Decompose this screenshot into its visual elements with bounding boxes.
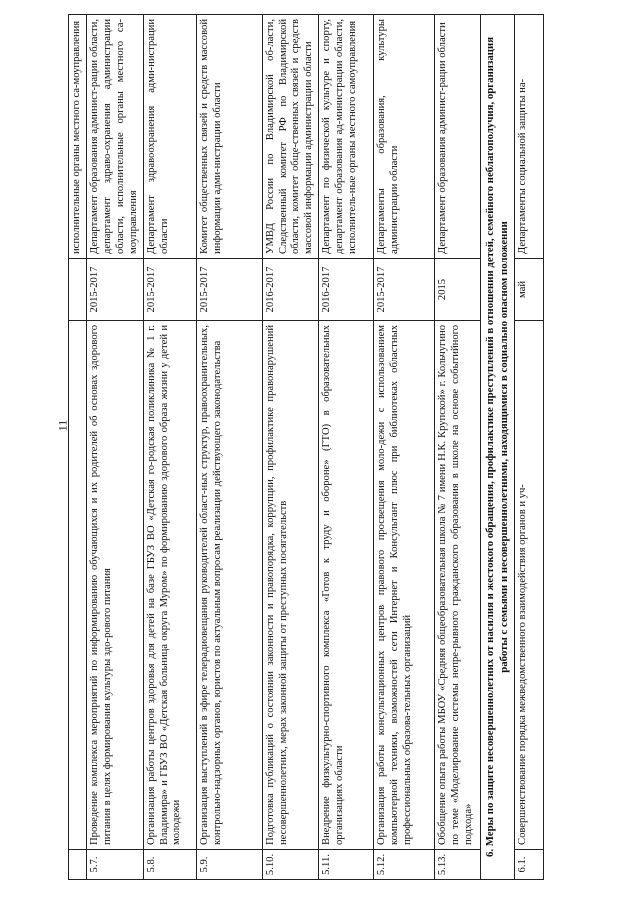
responsible-cell: Департаменты образования, культуры администрации области xyxy=(374,15,435,259)
rotated-table-container xyxy=(68,15,610,880)
term-cell: 2015-2017 xyxy=(196,259,262,321)
responsible-cell: Комитет общественных связей и средств массовой информации адми-нистрации области xyxy=(196,15,262,259)
responsible-cell: Департаменты социальной защиты на- xyxy=(515,15,544,259)
num-cell: 5.8. xyxy=(143,850,196,880)
num-cell: 5.7. xyxy=(86,850,143,880)
activity-cell xyxy=(69,321,87,850)
table-row xyxy=(196,15,262,880)
responsible-cell: Департамент образования админист-рации области, департамент здраво-охранения администрации области, исполнительные органы местного са-моуправления xyxy=(86,15,143,259)
page-number: 11 xyxy=(55,419,70,432)
responsible-cell: УМВД России по Владимирской об-ласти, Следственный комитет РФ по Владимирской области, комитет обще-ственных связей и средств массовой информации администрации области xyxy=(262,15,319,259)
num-cell: 6.1. xyxy=(515,850,544,880)
term-cell xyxy=(69,259,87,321)
term-cell: 2015-2017 xyxy=(86,259,143,321)
section-6-heading: 6. Меры по защите несовершеннолетних от насилия и жестокого обращения, профилактике преступлений в отношении детей, семейного неблагополучия, организация работы с семьями и несовершеннолетними, находящимися в социально опасном положении xyxy=(481,15,515,880)
responsible-cell: Департамент образования админист-рации области xyxy=(435,15,481,259)
term-cell: 2016-2017 xyxy=(319,259,374,321)
term-cell: 2016-2017 xyxy=(262,259,319,321)
table-row xyxy=(262,15,319,880)
measures-table xyxy=(68,14,544,880)
activity-cell: Организация выступлений в эфире телерадиовещания руководителей област-ных структур, правоохранительных, контрольно-надзорных органов, юристов по актуальным вопросам реализации действующего законодательства xyxy=(196,321,262,850)
activity-cell: Организация работы консультационных центров правового просвещения моло-дежи с использованием компьютерной техники, возможностей сети Интернет и Консультант плюс при библиотеках областных профессиональных образова-тельных организаций xyxy=(374,321,435,850)
table-row xyxy=(69,15,87,880)
responsible-cell: Департамент по физической культуре и спорту, департамент образования ад-министрации области, исполнитель-ные органы местного самоуправления xyxy=(319,15,374,259)
table-row xyxy=(515,15,544,880)
num-cell xyxy=(69,850,87,880)
num-cell: 5.12. xyxy=(374,850,435,880)
table-row xyxy=(143,15,196,880)
num-cell: 5.9. xyxy=(196,850,262,880)
term-cell: 2015-2017 xyxy=(143,259,196,321)
num-cell: 5.10. xyxy=(262,850,319,880)
responsible-cell: исполнительные органы местного са-моуправления xyxy=(69,15,87,259)
activity-cell: Проведение комплекса мероприятий по информированию обучающихся и их родителей об основах здорового питания в целях формирования культуры здо-рового питания xyxy=(86,321,143,850)
responsible-cell: Департамент здравоохранения адми-нистрации области xyxy=(143,15,196,259)
activity-cell: Подготовка публикаций о состоянии законности и правопорядка, коррупции, профилактике правонарушений несовершеннолетних, мерах законной защиты от преступных посягательств xyxy=(262,321,319,850)
activity-cell: Совершенствование порядка межведомственного взаимодействия органов и уч- xyxy=(515,321,544,850)
term-cell: май xyxy=(515,259,544,321)
section-heading-row xyxy=(481,15,515,880)
table-row xyxy=(374,15,435,880)
num-cell: 5.13. xyxy=(435,850,481,880)
table-row xyxy=(319,15,374,880)
term-cell: 2015 xyxy=(435,259,481,321)
activity-cell: Организация работы центров здоровья для детей на базе ГБУЗ ВО «Детская го-родская поликлиника № 1 г. Владимира» и ГБУЗ ВО «Детская больница округа Муром» по формированию здорового образа жизни у детей и молодежи xyxy=(143,321,196,850)
activity-cell: Внедрение физкультурно-спортивного комплекса «Готов к труду и обороне» (ГТО) в образовательных организациях области xyxy=(319,321,374,850)
num-cell: 5.11. xyxy=(319,850,374,880)
table-row xyxy=(435,15,481,880)
activity-cell: Обобщение опыта работы МБОУ «Средняя общеобразовательная школа № 7 имени Н.К. Крупской» г. Кольчугино по теме «Моделирование системы непре-рывного гражданского образования в школе на основе событийного подхода» xyxy=(435,321,481,850)
table-row xyxy=(86,15,143,880)
term-cell: 2015-2017 xyxy=(374,259,435,321)
